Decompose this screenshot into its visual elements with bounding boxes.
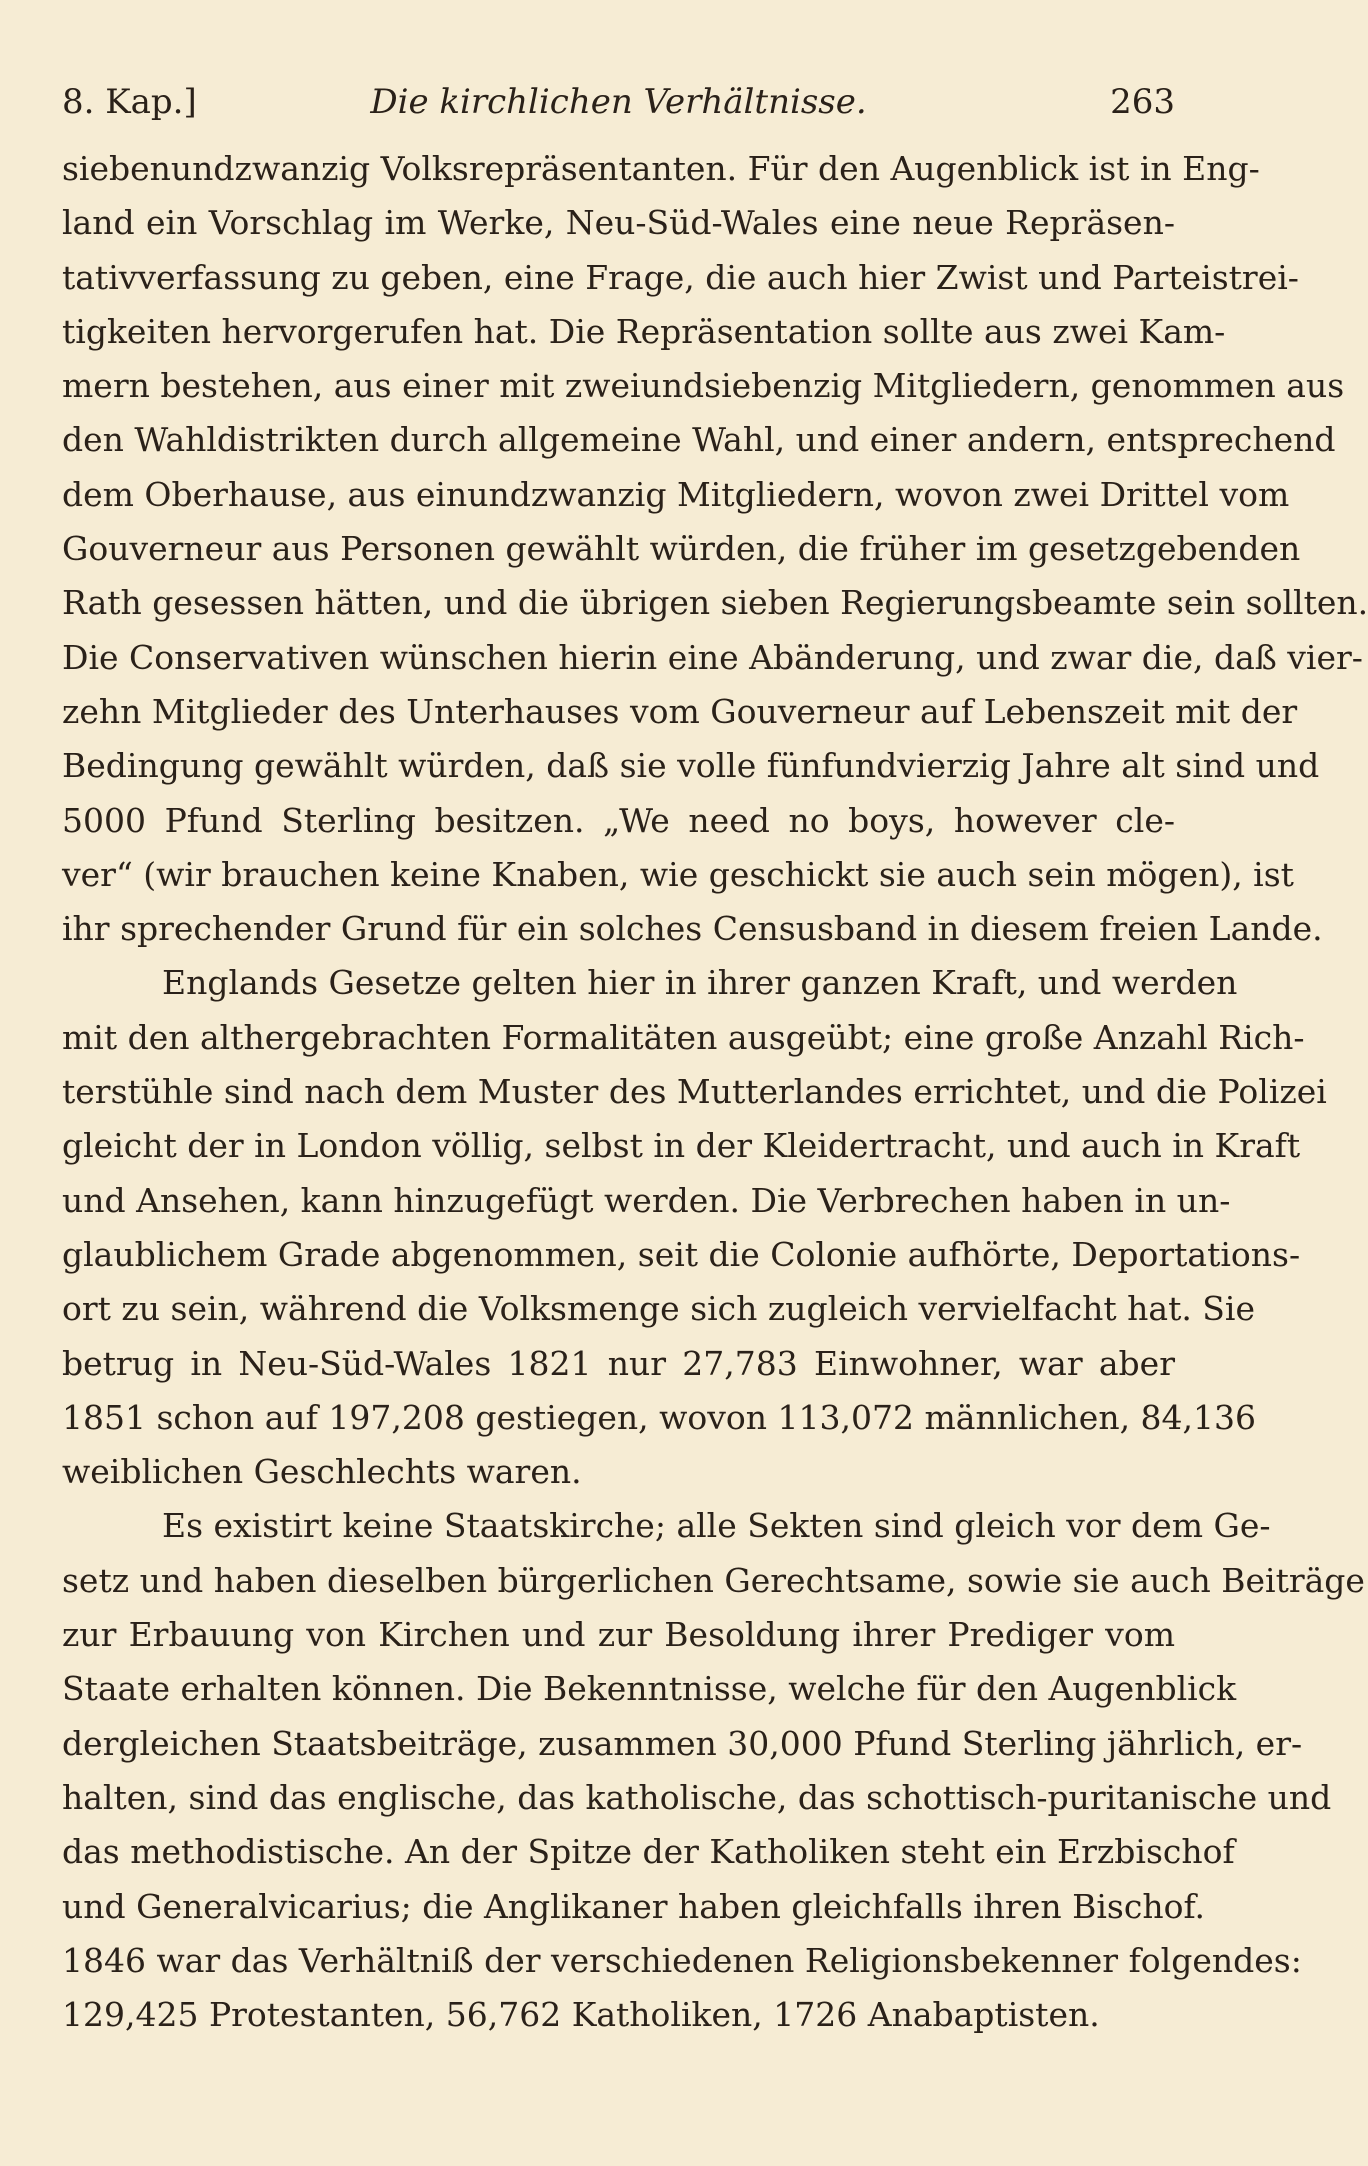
page-body	[62, 142, 1368, 2042]
text-line: ver“ (wir brauchen keine Knaben, wie geschickt sie auch sein mögen), ist	[62, 854, 1294, 894]
text-line: Staate erhalten können. Die Bekenntnisse, welche für den Augenblick	[62, 1669, 1237, 1709]
text-line: Gouverneur aus Personen gewählt würden, die früher im gesetzgebenden	[62, 529, 1301, 569]
text-line: dergleichen Staatsbeiträge, zusammen 30,000 Pfund Sterling jährlich, er-	[62, 1723, 1303, 1763]
text-line: 129,425 Protestanten, 56,762 Katholiken, 1726 Anabaptisten.	[62, 1995, 1100, 2035]
text-line: betrug in Neu-Süd-Wales 1821 nur 27,783 Einwohner, war aber	[62, 1343, 1175, 1383]
text-line: gleicht der in London völlig, selbst in der Kleidertracht, und auch in Kraft	[62, 1126, 1301, 1166]
text-line: ort zu sein, während die Volksmenge sich zugleich vervielfacht hat. Sie	[62, 1289, 1255, 1329]
text-line: tativverfassung zu geben, eine Frage, die auch hier Zwist und Parteistrei-	[62, 257, 1299, 297]
text-line: siebenundzwanzig Volksrepräsentanten. Für den Augenblick ist in Eng-	[62, 149, 1260, 188]
running-title: Die kirchlichen Verhältnisse.	[370, 82, 867, 122]
text-line: das methodistische. An der Spitze der Katholiken steht ein Erzbischof	[62, 1832, 1235, 1872]
paragraph	[62, 142, 1368, 956]
text-line: Die Conservativen wünschen hierin eine Abänderung, und zwar die, daß vier-	[62, 637, 1363, 677]
paragraph	[62, 1499, 1365, 2042]
text-line: und Generalvicarius; die Anglikaner haben gleichfalls ihren Bischof.	[62, 1886, 1205, 1926]
text-line: ihr sprechender Grund für ein solches Censusband in diesem freien Lande.	[62, 909, 1323, 949]
text-line: zehn Mitglieder des Unterhauses vom Gouverneur auf Lebenszeit mit der	[62, 691, 1298, 731]
text-line: zur Erbauung von Kirchen und zur Besoldung ihrer Prediger vom	[62, 1615, 1175, 1655]
page-number: 263	[1110, 82, 1175, 122]
text-line: 1851 schon auf 197,208 gestiegen, wovon 113,072 männlichen, 84,136	[62, 1397, 1257, 1437]
text-line: den Wahldistrikten durch allgemeine Wahl, und einer andern, entsprechend	[62, 420, 1336, 460]
paragraph	[62, 956, 1327, 1499]
text-line: terstühle sind nach dem Muster des Mutterlandes errichtet, und die Polizei	[62, 1072, 1327, 1112]
text-line: 5000 Pfund Sterling besitzen. „We need no boys, however cle-	[62, 800, 1175, 840]
chapter-label: 8. Kap.]	[62, 82, 197, 122]
text-line: mern bestehen, aus einer mit zweiundsiebenzig Mitgliedern, genommen aus	[62, 366, 1345, 406]
text-line: Es existirt keine Staatskirche; alle Sekten sind gleich vor dem Ge-	[162, 1506, 1271, 1546]
text-line: Bedingung gewählt würden, daß sie volle fünfundvierzig Jahre alt sind und	[62, 746, 1320, 786]
text-line: und Ansehen, kann hinzugefügt werden. Die Verbrechen haben in un-	[62, 1180, 1231, 1220]
text-line: tigkeiten hervorgerufen hat. Die Repräsentation sollte aus zwei Kam-	[62, 311, 1226, 351]
text-line: mit den althergebrachten Formalitäten ausgeübt; eine große Anzahl Rich-	[62, 1017, 1305, 1057]
text-line: 1846 war das Verhältniß der verschiedenen Religionsbekenner folgendes:	[62, 1940, 1302, 1980]
text-line: glaublichem Grade abgenommen, seit die Colonie aufhörte, Deportations-	[62, 1234, 1301, 1274]
text-line: land ein Vorschlag im Werke, Neu-Süd-Wales eine neue Repräsen-	[62, 203, 1175, 243]
text-line: halten, sind das englische, das katholische, das schottisch-puritanische und	[62, 1777, 1332, 1817]
text-line: Rath gesessen hätten, und die übrigen sieben Regierungsbeamte sein sollten.	[62, 583, 1368, 623]
text-line: setz und haben dieselben bürgerlichen Gerechtsame, sowie sie auch Beiträge	[62, 1560, 1365, 1600]
text-line: dem Oberhause, aus einundzwanzig Mitgliedern, wovon zwei Drittel vom	[62, 474, 1290, 514]
running-header	[62, 72, 1175, 132]
text-line: Englands Gesetze gelten hier in ihrer ganzen Kraft, und werden	[162, 963, 1238, 1003]
text-line: weiblichen Geschlechts waren.	[62, 1452, 582, 1492]
